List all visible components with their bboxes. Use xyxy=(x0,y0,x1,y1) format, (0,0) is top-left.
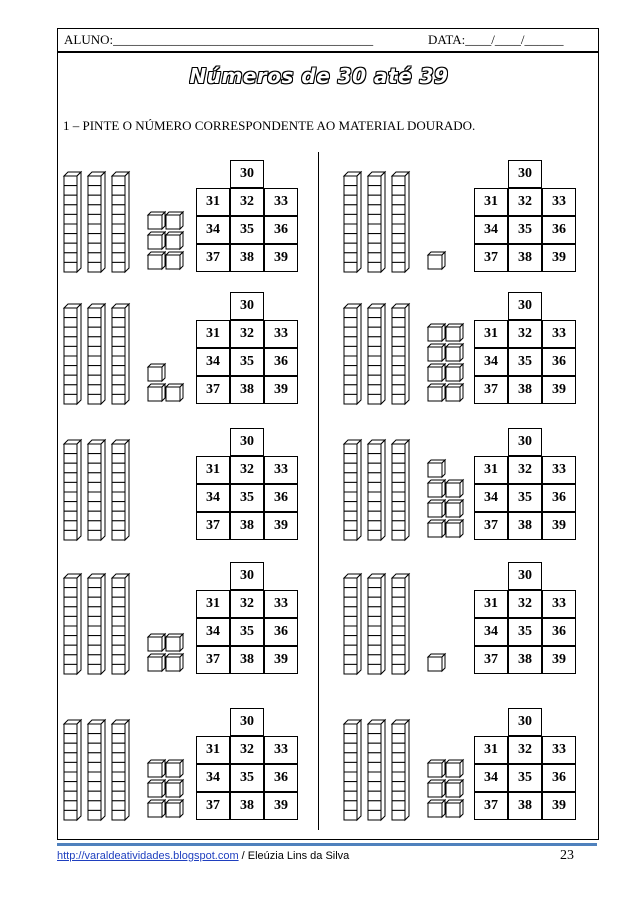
number-cell-37[interactable]: 37 xyxy=(474,376,508,404)
number-cell-34[interactable]: 34 xyxy=(196,484,230,512)
number-cell-30[interactable]: 30 xyxy=(508,160,542,188)
unit-cube xyxy=(428,800,445,817)
number-cell-33[interactable]: 33 xyxy=(542,736,576,764)
number-cell-34[interactable]: 34 xyxy=(196,348,230,376)
ten-rod xyxy=(112,304,129,404)
number-cell-36[interactable]: 36 xyxy=(542,348,576,376)
unit-cube xyxy=(428,324,445,341)
ten-rod xyxy=(368,304,385,404)
number-cell-30[interactable]: 30 xyxy=(508,292,542,320)
number-cell-32[interactable]: 32 xyxy=(230,456,264,484)
ten-rod xyxy=(344,720,361,820)
ten-rod xyxy=(88,304,105,404)
number-cell-33[interactable]: 33 xyxy=(264,320,298,348)
number-cell-34[interactable]: 34 xyxy=(474,764,508,792)
ten-rod xyxy=(64,172,81,272)
ten-rod xyxy=(88,574,105,674)
ten-rod xyxy=(64,720,81,820)
unit-cube xyxy=(148,384,165,401)
number-cell-30[interactable]: 30 xyxy=(230,292,264,320)
number-cell-31[interactable]: 31 xyxy=(196,590,230,618)
student-name-field[interactable]: ALUNO:________________________________________ xyxy=(64,32,374,47)
number-cell-35[interactable]: 35 xyxy=(508,484,542,512)
number-cell-31[interactable]: 31 xyxy=(196,188,230,216)
number-cell-35[interactable]: 35 xyxy=(508,764,542,792)
number-cell-30[interactable]: 30 xyxy=(508,562,542,590)
number-cell-35[interactable]: 35 xyxy=(230,216,264,244)
number-cell-34[interactable]: 34 xyxy=(474,216,508,244)
number-cell-38[interactable]: 38 xyxy=(508,244,542,272)
ten-rod xyxy=(64,574,81,674)
number-cell-33[interactable]: 33 xyxy=(542,590,576,618)
unit-cube xyxy=(166,232,183,249)
number-cell-34[interactable]: 34 xyxy=(196,764,230,792)
number-cell-31[interactable]: 31 xyxy=(474,736,508,764)
number-cell-30[interactable]: 30 xyxy=(508,428,542,456)
number-cell-31[interactable]: 31 xyxy=(474,188,508,216)
number-cell-36[interactable]: 36 xyxy=(264,484,298,512)
unit-cube xyxy=(166,760,183,777)
unit-cube xyxy=(428,384,445,401)
number-cell-30[interactable]: 30 xyxy=(230,562,264,590)
ten-rod xyxy=(88,440,105,540)
number-cell-38[interactable]: 38 xyxy=(230,646,264,674)
date-field[interactable]: DATA:____/____/______ xyxy=(428,32,564,47)
unit-cube xyxy=(428,760,445,777)
number-cell-36[interactable]: 36 xyxy=(542,764,576,792)
ten-rod xyxy=(392,172,409,272)
number-cell-34[interactable]: 34 xyxy=(474,348,508,376)
unit-cube xyxy=(446,520,463,537)
unit-cube xyxy=(446,480,463,497)
footer-author: / Eleúzia Lins da Silva xyxy=(238,850,350,862)
number-cell-37[interactable]: 37 xyxy=(196,376,230,404)
number-cell-34[interactable]: 34 xyxy=(196,618,230,646)
number-cell-31[interactable]: 31 xyxy=(474,590,508,618)
footer-link[interactable]: http://varaldeatividades.blogspot.com xyxy=(57,850,239,862)
ten-rod xyxy=(112,440,129,540)
page-title: Números de 30 até 39 xyxy=(189,64,449,88)
ten-rod xyxy=(112,172,129,272)
number-cell-30[interactable]: 30 xyxy=(230,708,264,736)
number-cell-38[interactable]: 38 xyxy=(508,512,542,540)
number-cell-39[interactable]: 39 xyxy=(264,646,298,674)
number-cell-35[interactable]: 35 xyxy=(508,216,542,244)
ten-rod xyxy=(368,574,385,674)
unit-cube xyxy=(148,800,165,817)
ten-rod xyxy=(344,440,361,540)
number-cell-36[interactable]: 36 xyxy=(264,216,298,244)
number-cell-32[interactable]: 32 xyxy=(508,320,542,348)
number-cell-38[interactable]: 38 xyxy=(230,792,264,820)
unit-cube xyxy=(428,344,445,361)
number-cell-37[interactable]: 37 xyxy=(196,512,230,540)
number-cell-37[interactable]: 37 xyxy=(474,244,508,272)
unit-cube xyxy=(166,800,183,817)
unit-cube xyxy=(166,780,183,797)
number-cell-30[interactable]: 30 xyxy=(508,708,542,736)
number-cell-36[interactable]: 36 xyxy=(264,618,298,646)
instruction-text: 1 – PINTE O NÚMERO CORRESPONDENTE AO MATERIAL DOURADO. xyxy=(63,118,476,133)
unit-cube xyxy=(166,654,183,671)
ten-rod xyxy=(392,440,409,540)
number-cell-38[interactable]: 38 xyxy=(230,376,264,404)
number-cell-31[interactable]: 31 xyxy=(196,736,230,764)
unit-cube xyxy=(148,634,165,651)
number-cell-32[interactable]: 32 xyxy=(508,590,542,618)
number-cell-30[interactable]: 30 xyxy=(230,160,264,188)
unit-cube xyxy=(428,520,445,537)
unit-cube xyxy=(446,780,463,797)
number-cell-32[interactable]: 32 xyxy=(508,456,542,484)
ten-rod xyxy=(112,574,129,674)
unit-cube xyxy=(148,364,165,381)
unit-cube xyxy=(428,780,445,797)
number-cell-39[interactable]: 39 xyxy=(542,376,576,404)
number-cell-38[interactable]: 38 xyxy=(508,376,542,404)
ten-rod xyxy=(392,720,409,820)
number-cell-38[interactable]: 38 xyxy=(508,646,542,674)
number-cell-37[interactable]: 37 xyxy=(196,244,230,272)
unit-cube xyxy=(428,480,445,497)
ten-rod xyxy=(368,172,385,272)
ten-rod xyxy=(64,440,81,540)
number-cell-38[interactable]: 38 xyxy=(508,792,542,820)
number-cell-33[interactable]: 33 xyxy=(542,456,576,484)
number-cell-35[interactable]: 35 xyxy=(230,618,264,646)
number-cell-37[interactable]: 37 xyxy=(474,512,508,540)
number-cell-36[interactable]: 36 xyxy=(542,484,576,512)
ten-rod xyxy=(64,304,81,404)
number-cell-35[interactable]: 35 xyxy=(230,484,264,512)
number-cell-31[interactable]: 31 xyxy=(474,456,508,484)
number-cell-33[interactable]: 33 xyxy=(264,456,298,484)
unit-cube xyxy=(148,252,165,269)
number-cell-38[interactable]: 38 xyxy=(230,512,264,540)
unit-cube xyxy=(148,780,165,797)
number-cell-37[interactable]: 37 xyxy=(196,792,230,820)
ten-rod xyxy=(368,440,385,540)
unit-cube xyxy=(148,654,165,671)
unit-cube xyxy=(428,500,445,517)
number-cell-34[interactable]: 34 xyxy=(474,484,508,512)
number-cell-39[interactable]: 39 xyxy=(264,376,298,404)
ten-rod xyxy=(112,720,129,820)
unit-cube xyxy=(166,252,183,269)
number-cell-39[interactable]: 39 xyxy=(542,792,576,820)
ten-rod xyxy=(368,720,385,820)
ten-rod xyxy=(344,304,361,404)
number-cell-39[interactable]: 39 xyxy=(542,646,576,674)
unit-cube xyxy=(428,460,445,477)
unit-cube xyxy=(446,364,463,381)
number-cell-35[interactable]: 35 xyxy=(230,764,264,792)
number-cell-36[interactable]: 36 xyxy=(264,348,298,376)
number-cell-39[interactable]: 39 xyxy=(264,792,298,820)
number-cell-39[interactable]: 39 xyxy=(264,244,298,272)
number-cell-33[interactable]: 33 xyxy=(264,188,298,216)
number-cell-36[interactable]: 36 xyxy=(542,618,576,646)
number-cell-35[interactable]: 35 xyxy=(230,348,264,376)
ten-rod xyxy=(344,574,361,674)
ten-rod xyxy=(392,304,409,404)
unit-cube xyxy=(446,344,463,361)
ten-rod xyxy=(344,172,361,272)
number-cell-39[interactable]: 39 xyxy=(542,512,576,540)
number-cell-32[interactable]: 32 xyxy=(230,188,264,216)
unit-cube xyxy=(446,500,463,517)
ten-rod xyxy=(392,574,409,674)
number-cell-33[interactable]: 33 xyxy=(542,188,576,216)
number-cell-32[interactable]: 32 xyxy=(230,590,264,618)
unit-cube xyxy=(446,800,463,817)
number-cell-33[interactable]: 33 xyxy=(542,320,576,348)
number-cell-33[interactable]: 33 xyxy=(264,736,298,764)
number-cell-35[interactable]: 35 xyxy=(508,348,542,376)
unit-cube xyxy=(148,212,165,229)
number-cell-36[interactable]: 36 xyxy=(542,216,576,244)
ten-rod xyxy=(88,172,105,272)
number-cell-32[interactable]: 32 xyxy=(508,188,542,216)
number-cell-34[interactable]: 34 xyxy=(474,618,508,646)
number-cell-31[interactable]: 31 xyxy=(474,320,508,348)
page-number: 23 xyxy=(560,848,574,863)
number-cell-32[interactable]: 32 xyxy=(230,320,264,348)
number-cell-37[interactable]: 37 xyxy=(196,646,230,674)
unit-cube xyxy=(148,232,165,249)
number-cell-35[interactable]: 35 xyxy=(508,618,542,646)
unit-cube xyxy=(166,212,183,229)
number-cell-32[interactable]: 32 xyxy=(508,736,542,764)
unit-cube xyxy=(446,760,463,777)
unit-cube xyxy=(428,364,445,381)
unit-cube xyxy=(148,760,165,777)
ten-rod xyxy=(88,720,105,820)
number-cell-32[interactable]: 32 xyxy=(230,736,264,764)
unit-cube xyxy=(428,654,445,671)
number-cell-30[interactable]: 30 xyxy=(230,428,264,456)
number-cell-34[interactable]: 34 xyxy=(196,216,230,244)
number-cell-31[interactable]: 31 xyxy=(196,456,230,484)
number-cell-33[interactable]: 33 xyxy=(264,590,298,618)
unit-cube xyxy=(166,634,183,651)
unit-cube xyxy=(446,324,463,341)
unit-cube xyxy=(428,252,445,269)
number-cell-39[interactable]: 39 xyxy=(264,512,298,540)
number-cell-36[interactable]: 36 xyxy=(264,764,298,792)
number-cell-31[interactable]: 31 xyxy=(196,320,230,348)
unit-cube xyxy=(446,384,463,401)
number-cell-37[interactable]: 37 xyxy=(474,792,508,820)
number-cell-37[interactable]: 37 xyxy=(474,646,508,674)
unit-cube xyxy=(166,384,183,401)
number-cell-39[interactable]: 39 xyxy=(542,244,576,272)
number-cell-38[interactable]: 38 xyxy=(230,244,264,272)
